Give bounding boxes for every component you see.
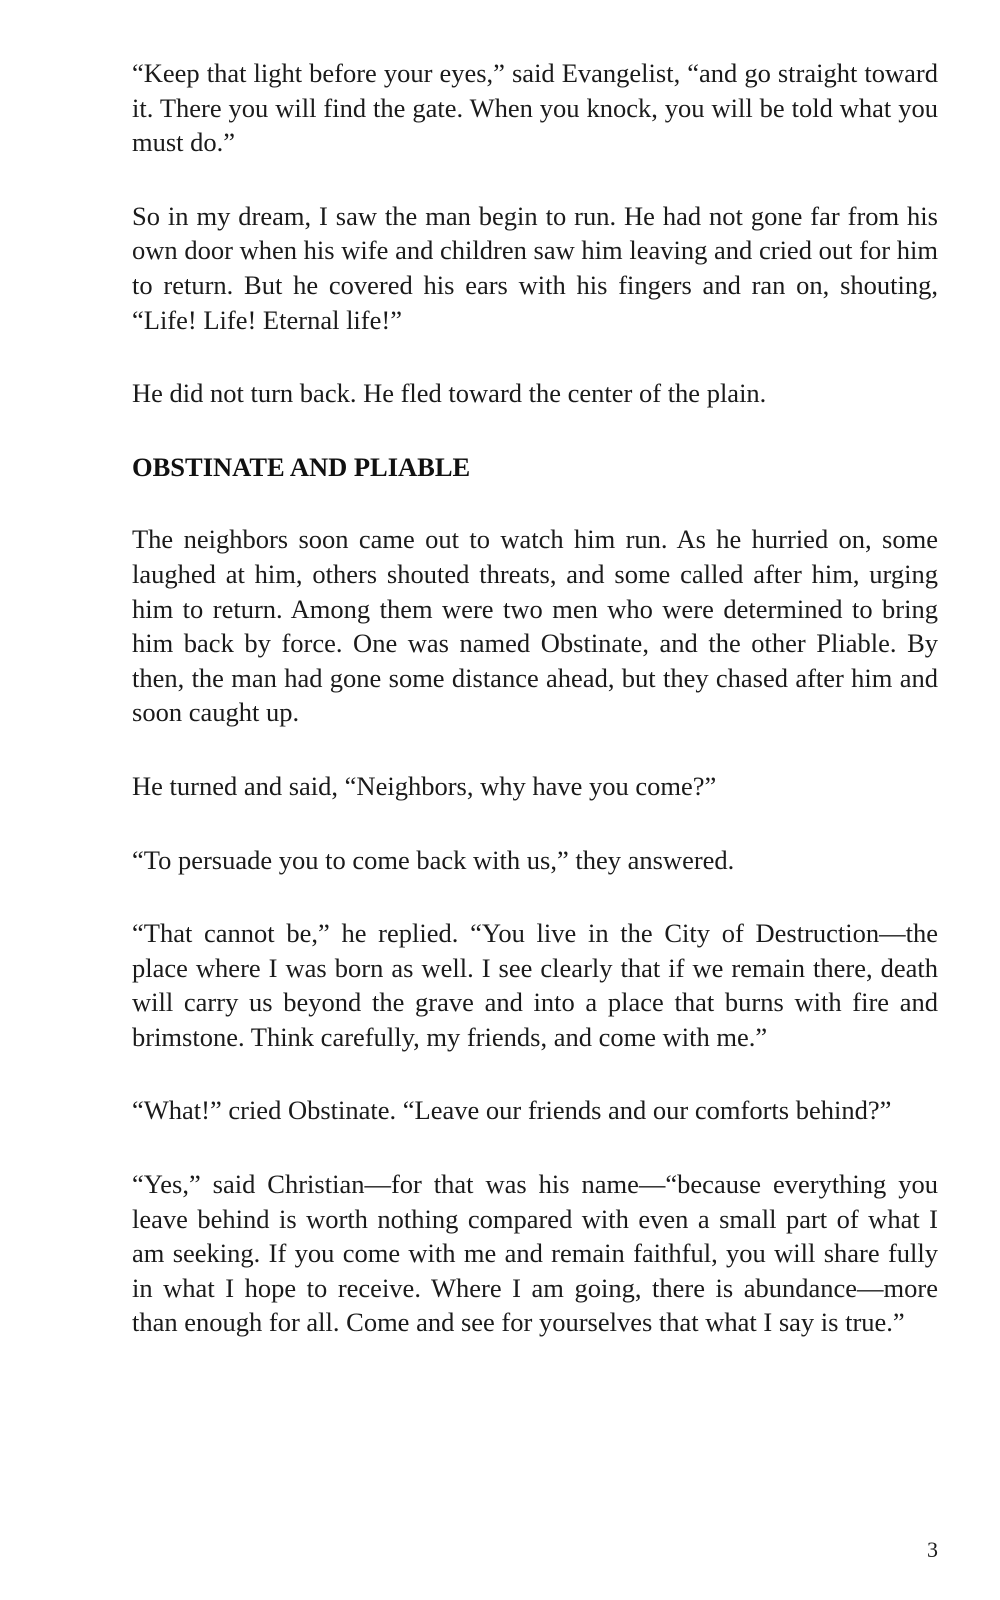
paragraph-persuade-you: “To persuade you to come back with us,” they answered.: [132, 844, 735, 875]
paragraph-fled-toward-plain: He did not turn back. He fled toward the center of the plain.: [132, 378, 767, 409]
paragraph-neighbors-came-out: The neighbors soon came out to watch him run. As he hurried on, some laughed at him, others shouted threats, and some called after him, urging him to return. Among them were two men who were determined to bring him back by force. One was named Obstinate, and the other Pliable. By then, the man had gone some distance ahead, but they chased after him and soon caught up.: [132, 524, 938, 728]
paragraph-obstinate-cries: “What!” cried Obstinate. “Leave our friends and our comforts behind?”: [132, 1095, 892, 1126]
page-number: 3: [927, 1537, 938, 1562]
paragraph-city-of-destruction: “That cannot be,” he replied. “You live in the City of Destruction—the place where I was born as well. I see clearly that if we remain there, death will carry us beyond the grave and into a place that burns with fire and brimstone. Think carefully, my friends, and come with me.”: [132, 918, 938, 1052]
paragraph-neighbors-why-come: He turned and said, “Neighbors, why have you come?”: [132, 770, 717, 801]
section-heading: OBSTINATE AND PLIABLE: [132, 451, 471, 482]
paragraph-evangelist-instruction: “Keep that light before your eyes,” said Evangelist, “and go straight toward it. There you will find the gate. When you knock, you will be told what you must do.”: [132, 58, 938, 158]
paragraph-man-begins-to-run: So in my dream, I saw the man begin to run. He had not gone far from his own door when his wife and children saw him leaving and cried out for him to return. But he covered his ears with his fingers and ran on, shouting, “Life! Life! Eternal life!”: [132, 200, 938, 335]
page-body: [132, 56, 938, 1340]
paragraph-christian-replies: “Yes,” said Christian—for that was his name—“because everything you leave behind is worth nothing compared with even a small part of what I am seeking. If you come with me and remain faithful, you will share fully in what I hope to receive. Where I am going, there is abundance—more than enough for all. Come and see for yourselves that what I say is true.”: [132, 1169, 938, 1338]
